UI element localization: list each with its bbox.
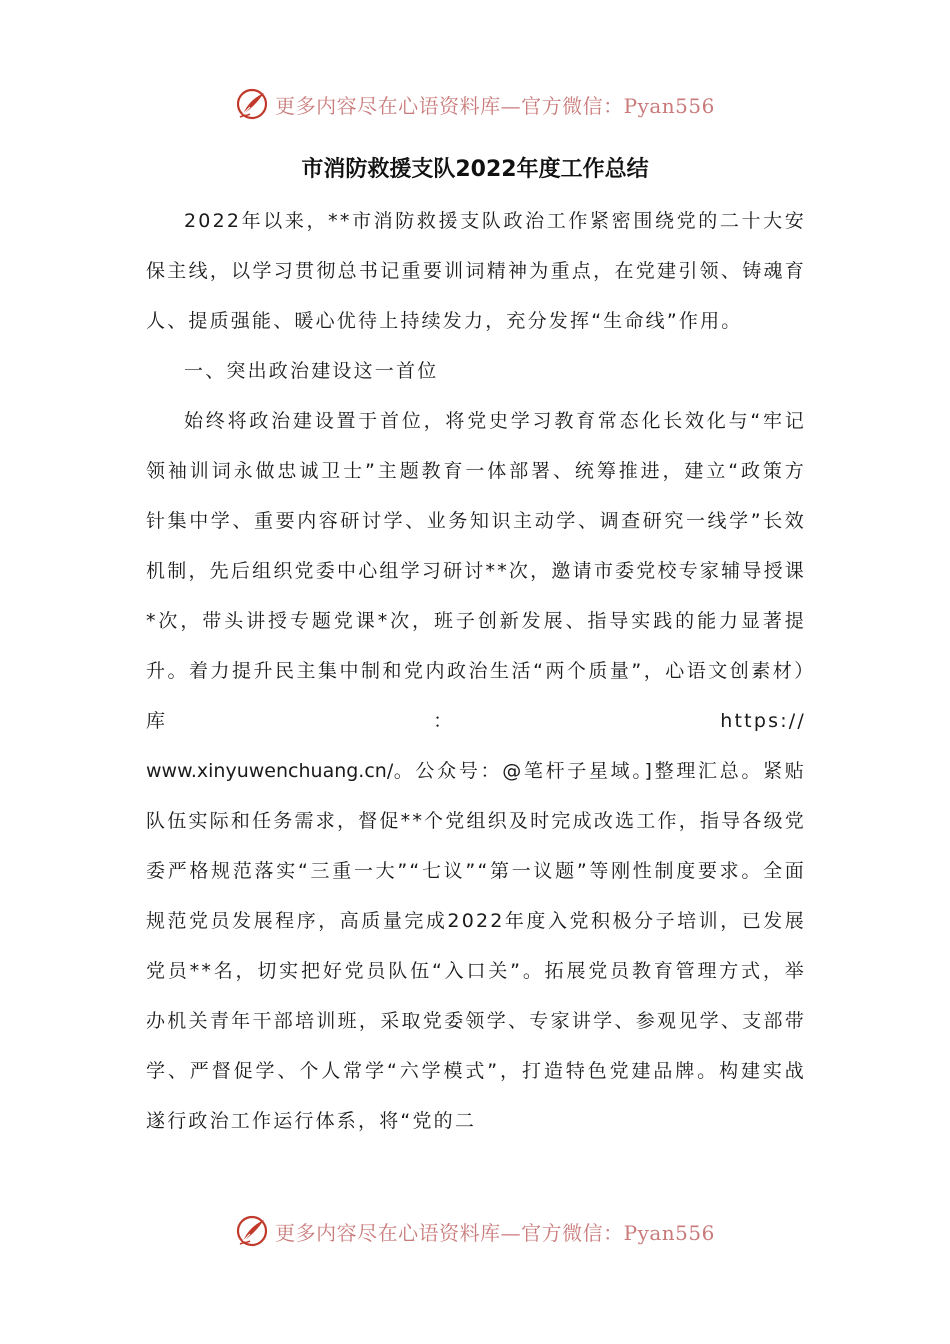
intro-paragraph: 2022年以来，**市消防救援支队政治工作紧密围绕党的二十大安保主线，以学习贯彻总书记重要训词精神为重点，在党建引领、铸魂育人、提质强能、暖心优待上持续发力，充分发挥“生命线”作用。 bbox=[146, 210, 806, 332]
source-url: www.xinyuwenchuang.cn/ bbox=[146, 760, 394, 782]
section-heading: 一、突出政治建设这一首位 bbox=[184, 360, 439, 382]
document-title: 市消防救援支队2022年度工作总结 bbox=[301, 157, 649, 182]
section-paragraph-part2 bbox=[146, 746, 806, 1146]
quill-logo-icon bbox=[235, 87, 269, 121]
document-body bbox=[146, 196, 806, 1146]
footer-watermark-banner bbox=[0, 1211, 950, 1251]
header-watermark-banner bbox=[0, 84, 950, 124]
section-paragraph-part1: 始终将政治建设置于首位，将党史学习教育常态化长效化与“牢记领袖训词永做忠诚卫士”主题教育一体部署、统筹推进，建立“政策方针集中学、重要内容研讨学、业务知识主动学、调查研究一线学”长效机制，先后组织党委中心组学习研讨**次，邀请市委党校专家辅导授课*次，带头讲授专题党课*次，班子创新发展、指导实践的能力显著提升。着力提升民主集中制和党内政治生活“两个质量”，心语文创素材）库：https:// bbox=[146, 410, 806, 732]
watermark-text: 更多内容尽在心语资料库—官方微信：Pyan556 bbox=[275, 1220, 715, 1245]
quill-logo-icon bbox=[235, 1214, 269, 1248]
section-paragraph-continued: 。公众号：@笔杆子星域。]整理汇总。紧贴队伍实际和任务需求，督促**个党组织及时完成改选工作，指导各级党委严格规范落实“三重一大”“七议”“第一议题”等刚性制度要求。全面规范党员发展程序，高质量完成2022年度入党积极分子培训，已发展党员**名，切实把好党员队伍“入口关”。拓展党员教育管理方式，举办机关青年干部培训班，采取党委领学、专家讲学、参观见学、支部带学、严督促学、个人常学“六学模式”，打造特色党建品牌。构建实战遂行政治工作运行体系，将“党的二 bbox=[146, 760, 806, 1132]
watermark-text: 更多内容尽在心语资料库—官方微信：Pyan556 bbox=[275, 93, 715, 118]
